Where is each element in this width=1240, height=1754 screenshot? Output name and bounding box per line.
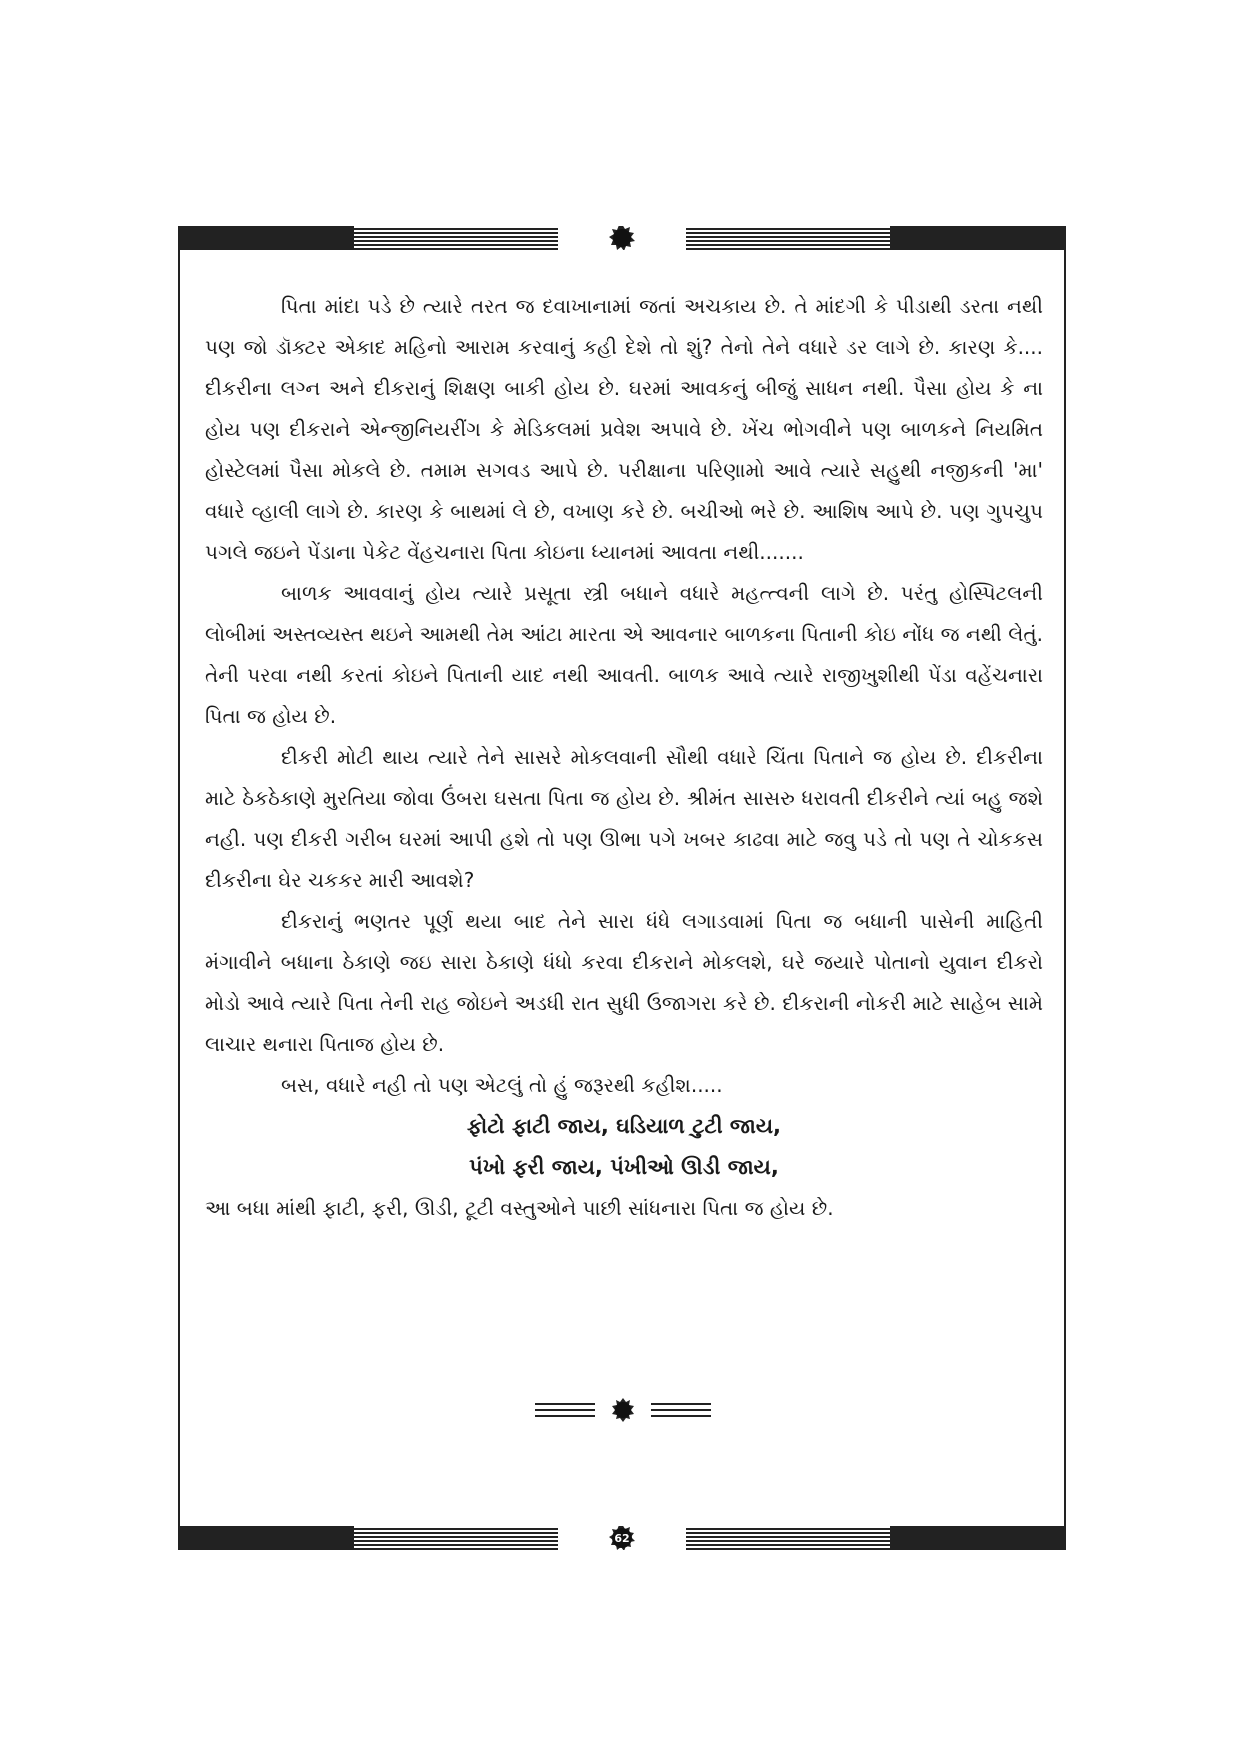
header-ornament-band [178, 226, 1066, 250]
paragraph: દીકરી મોટી થાય ત્યારે તેને સાસરે મોકલવાની સૌથી વધારે ચિંતા પિતાને જ હોય છે. દીકરીના માટે ઠેકઠેકાણે મુરતિયા જોવા ઉંબરા ઘસતા પિતા જ હોય છે. શ્રીમંત સાસરુ ધરાવતી દીકરીને ત્યાં બહુ જશે નહી. પણ દીકરી ગરીબ ઘરમાં આપી હશે તો પણ ઊભા પગે ખબર કાઢવા માટે જવુ પડે તો પણ તે ચોકકસ દીકરીના ઘેર ચકકર મારી આવશે? [205, 745, 1043, 892]
paragraph: બસ, વધારે નહી તો પણ એટલું તો હું જરૂરથી કહીશ..... [281, 1073, 723, 1097]
closing-line: આ બધા માંથી ફાટી, ફરી, ઊડી, ટૂટી વસ્તુઓને પાછી સાંધનારા પિતા જ હોય છે. [205, 1196, 834, 1220]
article-body [205, 286, 1043, 1229]
section-divider-ornament [535, 1398, 711, 1422]
paragraph: બાળક આવવાનું હોય ત્યારે પ્રસૂતા સ્ત્રી બધાને વધારે મહત્ત્વની લાગે છે. પરંતુ હોસ્પિટલની લોબીમાં અસ્તવ્યસ્ત થઇને આમથી તેમ આંટા મારતા એ આવનાર બાળકના પિતાની કોઇ નોંધ જ નથી લેતું. તેની પરવા નથી કરતાં કોઇને પિતાની યાદ નથી આવતી. બાળક આવે ત્યારે રાજીખુશીથી પેંડા વહેંચનારા પિતા જ હોય છે. [205, 581, 1043, 728]
paragraph: પિતા માંદા પડે છે ત્યારે તરત જ દવાખાનામાં જતાં અચકાય છે. તે માંદગી કે પીડાથી ડરતા નથી પણ જો ડૉક્ટર એકાદ મહિનો આરામ કરવાનું કહી દેશે તો શું? તેનો તેને વધારે ડર લાગે છે. કારણ કે.... દીકરીના લગ્ન અને દીકરાનું શિક્ષણ બાકી હોય છે. ઘરમાં આવકનું બીજું સાધન નથી. પૈસા હોય કે ના હોય પણ દીકરાને એન્જીનિયરીંગ કે મેડિકલમાં પ્રવેશ અપાવે છે. ખેંચ ભોગવીને પણ બાળકને નિયમિત હોસ્ટેલમાં પૈસા મોકલે છે. તમામ સગવડ આપે છે. પરીક્ષાના પરિણામો આવે ત્યારે સહુથી નજીકની 'મા' વધારે વ્હાલી લાગે છે. કારણ કે બાથમાં લે છે, વખાણ કરે છે. બચીઓ ભરે છે. આશિષ આપે છે. પણ ગુપચુપ પગલે જઇને પેંડાના પેકેટ વેંહચનારા પિતા કોઇના ધ્યાનમાં આવતા નથી....... [205, 294, 1043, 564]
paragraph: દીકરાનું ભણતર પૂર્ણ થયા બાદ તેને સારા ધંધે લગાડવામાં પિતા જ બધાની પાસેની માહિતી મંગાવીને બધાના ઠેકાણે જઇ સારા ઠેકાણે ધંધો કરવા દીકરાને મોકલશે, ઘરે જયારે પોતાનો યુવાન દીકરો મોડો આવે ત્યારે પિતા તેની રાહ જોઇને અડધી રાત સુધી ઉજાગરા કરે છે. દીકરાની નોકરી માટે સાહેબ સામે લાચાર થનારા પિતાજ હોય છે. [205, 909, 1043, 1056]
verse-line: ફોટો ફાટી જાય, ઘડિયાળ ટુટી જાય, [466, 1114, 782, 1138]
footer-ornament-band [178, 1526, 1066, 1550]
verse-line: પંખો ફરી જાય, પંખીઓ ઊડી જાય, [469, 1155, 779, 1179]
page-number: 62 [614, 1532, 630, 1545]
